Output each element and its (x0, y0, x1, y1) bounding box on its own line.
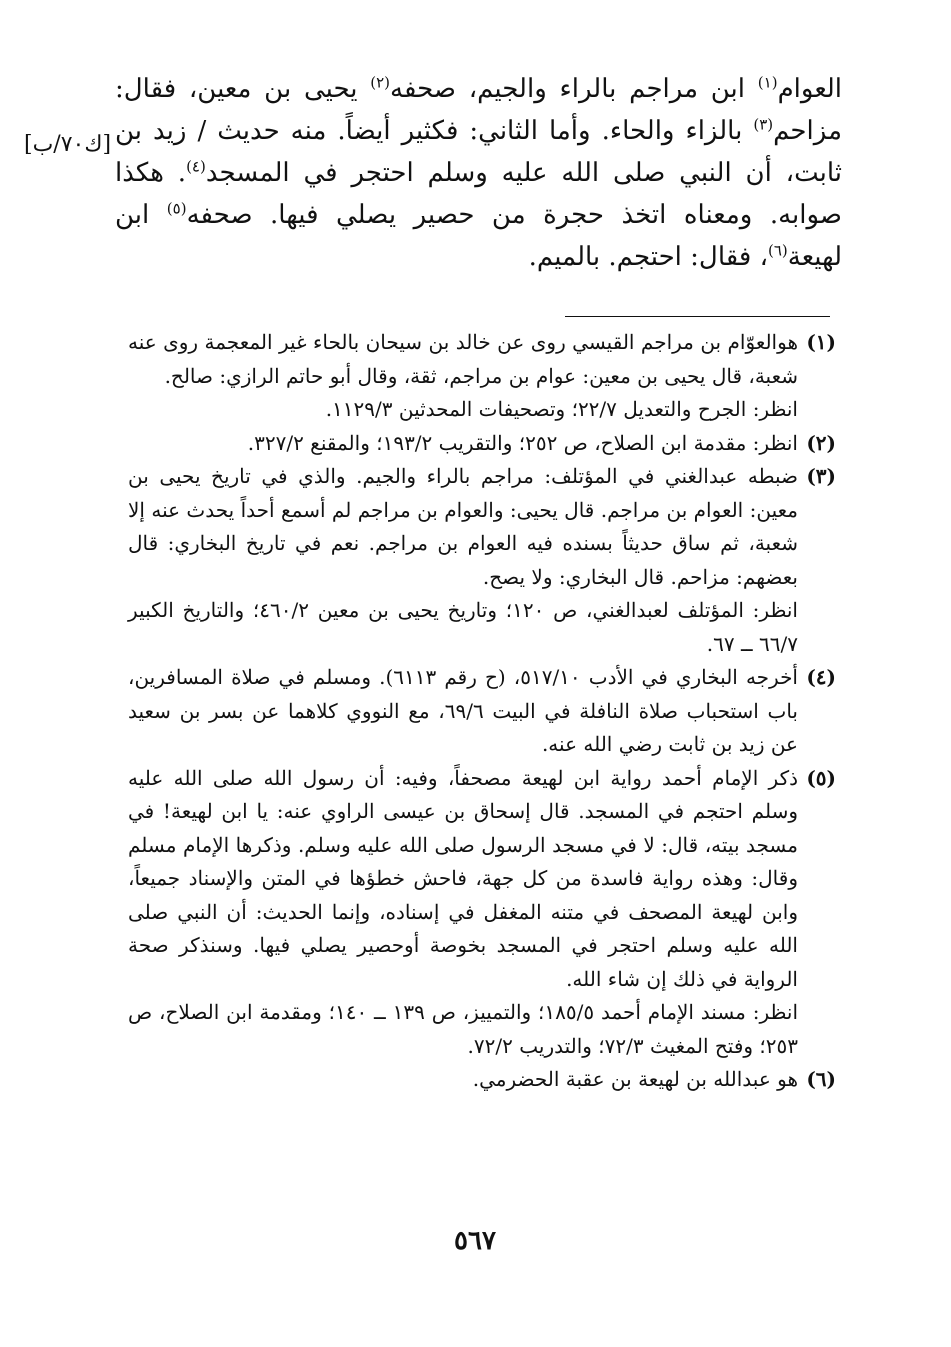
main-segment: ، فقال: احتجم. بالميم. (528, 242, 768, 272)
main-segment: مزاحم (773, 116, 842, 146)
footnote-5 (128, 762, 836, 1064)
footnote-paragraph: ضبطه عبدالغني في المؤتلف: مراجم بالراء والجيم. والذي في تاريخ يحيى بن معين: العوام بن مراجم. قال يحيى: والعوام بن مراجم لم أسمع أحداً يحدث عنه إلا شعبة، ثم ساق حديثاً بسنده فيه العوام بن مراجم. نعم في تاريخ البخاري: قال بعضهم: مزاحم. قال البخاري: ولا يصح. (128, 464, 799, 589)
main-segment: بالزاء والحاء. وأما الثاني: فكثير أيضاً. منه حديث / زيد بن (115, 116, 743, 146)
footnote-ref: (١) (757, 73, 778, 92)
main-segment: يحيى بن معين، فقال: (115, 74, 358, 104)
footnote-ref: (٢) (370, 73, 391, 92)
footnote-number: (١) (806, 330, 836, 354)
footnote-paragraph: انظر: المؤتلف لعبدالغني، ص ١٢٠؛ وتاريخ يحيى بن معين ٤٦٠/٢؛ والتاريخ الكبير ٦٦/٧ ــ ٦٧. (128, 598, 798, 656)
footnote-body (128, 1063, 798, 1097)
footnote-paragraph: انظر: مقدمة ابن الصلاح، ص ٢٥٢؛ والتقريب ١٩٣/٢؛ والمقنع ٣٢٧/٢. (247, 430, 798, 455)
footnote-number: (٣) (806, 464, 836, 488)
footnote-1 (128, 326, 836, 427)
main-segment: ثابت، أن النبي صلى الله عليه وسلم احتجر في المسجد (205, 158, 842, 188)
footnote-number: (٦) (806, 1067, 836, 1091)
footnote-paragraph: هوالعوّام بن مراجم القيسي روى عن خالد بن سيحان بالحاء غير المعجمة روى عنه شعبة، قال يحيى بن معين: عوام بن مراجم، ثقة، وقال أبو حاتم الرازي: صالح. (128, 330, 798, 388)
main-segment: . هكذا صوابه. ومعناه اتخذ حجرة من حصير يصلي فيها. صحفه (115, 158, 842, 230)
footnote-3 (128, 460, 836, 661)
footnote-body (128, 427, 798, 461)
main-text (115, 68, 842, 278)
footnote-ref: (٥) (166, 199, 187, 218)
footnote-body (128, 661, 798, 762)
main-segment: ابن لهيعة (115, 200, 842, 272)
main-segment: ابن مراجم بالراء والجيم، صحفه (390, 74, 746, 104)
footnote-paragraph: هو عبدالله بن لهيعة بن عقبة الحضرمي. (472, 1067, 798, 1091)
footnote-ref: (٤) (186, 157, 206, 176)
footnote-number: (٤) (806, 665, 836, 689)
footnote-divider (565, 316, 830, 317)
footnote-2 (128, 427, 836, 461)
footnote-body (128, 762, 798, 1064)
footnote-paragraph: انظر: الجرح والتعديل ٢٢/٧؛ وتصحيفات المحدثين ١١٢٩/٣. (325, 397, 798, 421)
footnote-6 (128, 1063, 836, 1097)
footnote-number: (٥) (806, 765, 836, 790)
footnote-ref: (٦) (767, 241, 788, 260)
footnote-4 (128, 661, 836, 762)
page-number: ٥٦٧ (454, 1226, 496, 1256)
footnote-body (128, 326, 798, 427)
footnote-paragraph: انظر: مسند الإمام أحمد ١٨٥/٥؛ والتمييز، ص ١٣٩ ــ ١٤٠؛ ومقدمة ابن الصلاح، ص ٢٥٣؛ وفتح المغيث ٧٢/٣؛ والتدريب ٧٢/٢. (128, 1000, 799, 1058)
manuscript-folio-note: [ك٧٠/ب] (24, 132, 112, 157)
footnote-body (128, 460, 798, 661)
main-paragraph (115, 68, 842, 278)
footnotes (128, 326, 836, 1097)
footnote-ref: (٣) (753, 115, 774, 134)
footnote-paragraph: ذكر الإمام أحمد رواية ابن لهيعة مصحفاً، وفيه: أن رسول الله صلى الله عليه وسلم احتجم في المسجد. قال إسحاق بن عيسى الراوي عنه: يا ابن لهيعة! في مسجد بيته، قال: لا في مسجد الرسول صلى الله عليه وسلم. وذكرها الإمام مسلم وقال: وهذه رواية فاسدة من كل جهة، فاحش خطؤها في المتن والإسناد جميعاً، وابن لهيعة المصحف في متنه المغفل في إسناده، وإنما الحديث: أن النبي صلى الله عليه وسلم احتجر في المسجد بخوصة أوحصير يصلي فيها. وسنذكر صحة الرواية في ذلك إن شاء الله. (128, 765, 798, 991)
main-segment: العوام (777, 74, 843, 104)
footnote-number: (٢) (806, 430, 836, 455)
footnote-paragraph: أخرجه البخاري في الأدب ٥١٧/١٠، (ح رقم ٦١١٣). ومسلم في صلاة المسافرين، باب استحباب صلاة النافلة في البيت ٦٩/٦، مع النووي كلاهما عن بسر بن سعيد عن زيد بن ثابت رضي الله عنه. (128, 665, 798, 756)
